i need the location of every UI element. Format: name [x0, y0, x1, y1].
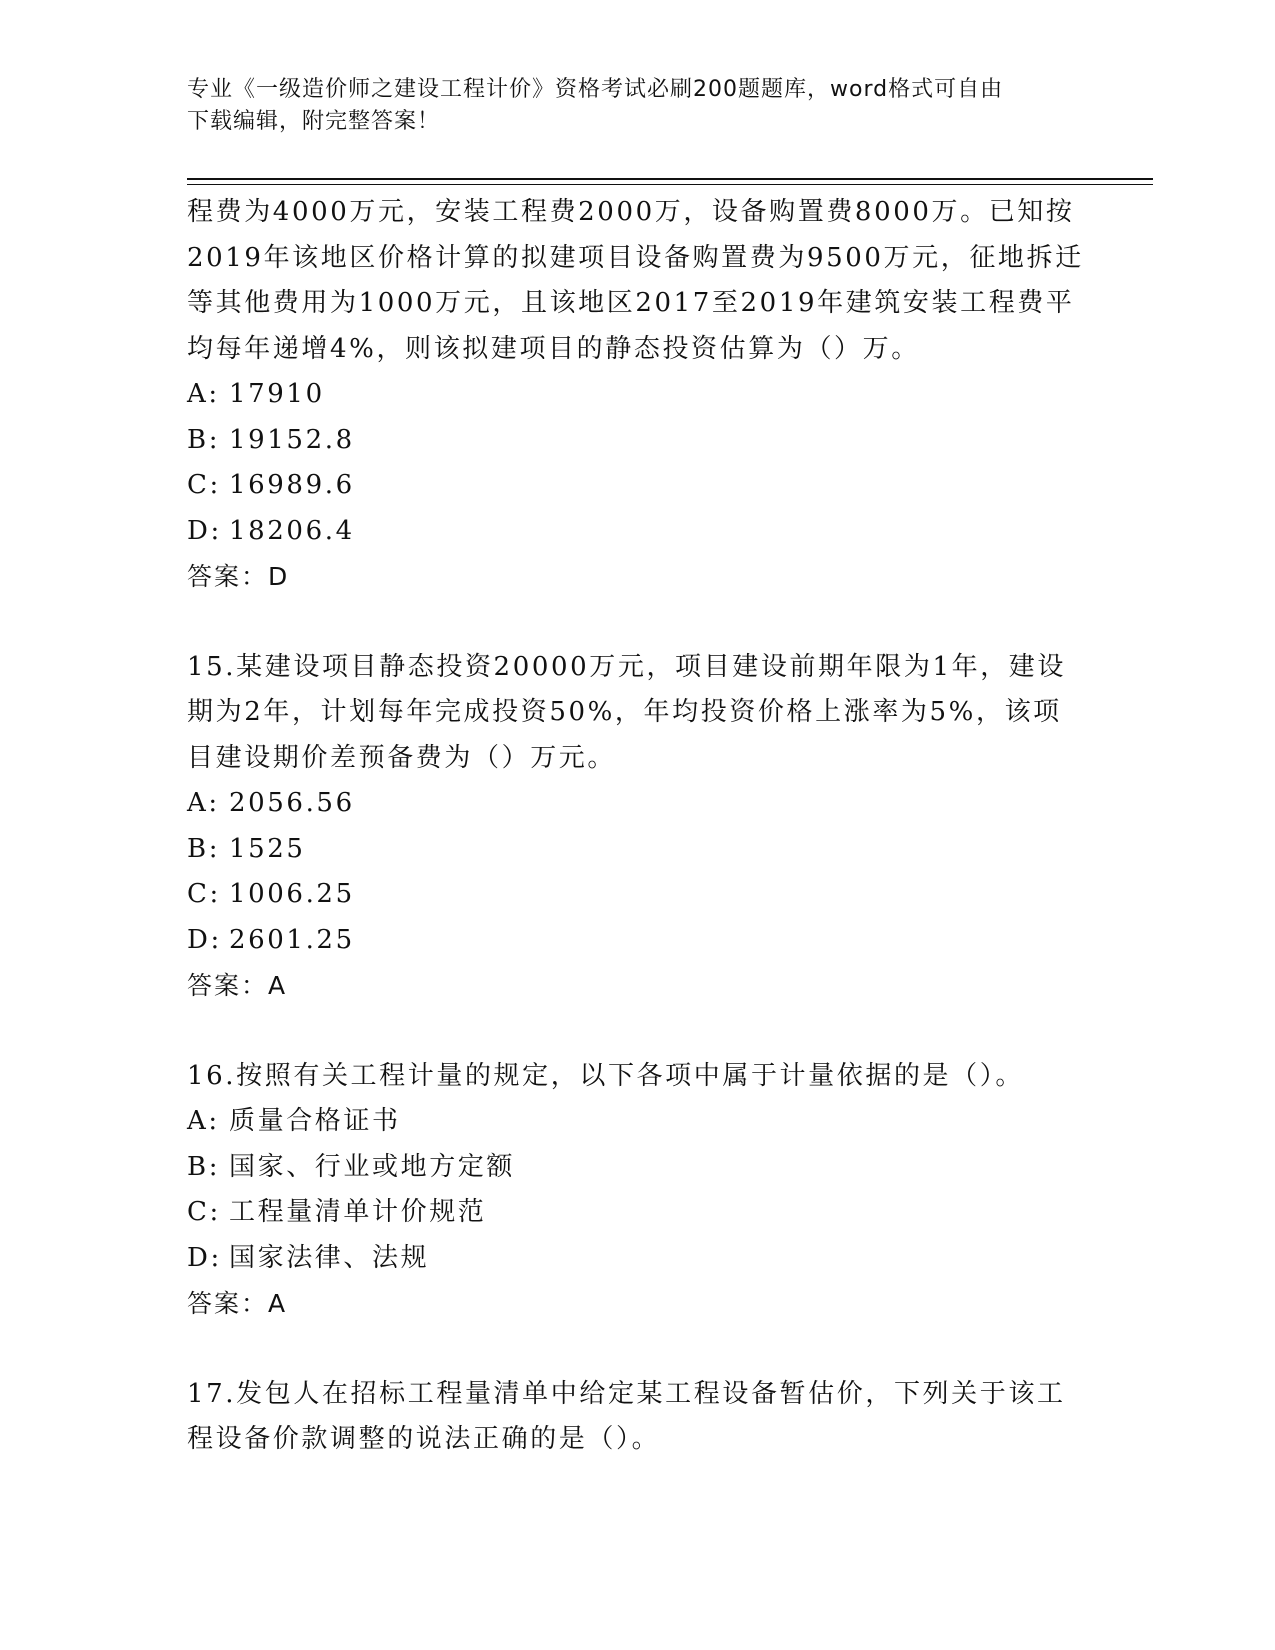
- option-key: B:: [187, 833, 221, 864]
- header-title-line-1: 专业《一级造价师之建设工程计价》资格考试必刷200题题库，word格式可自由: [187, 77, 1004, 102]
- answer: 答案：A: [187, 1289, 288, 1318]
- question-text-line: 目建设期价差预备费为（）万元。: [187, 742, 617, 773]
- question-text-line: 15.某建设项目静态投资20000万元，项目建设前期年限为1年，建设: [187, 651, 1067, 682]
- answer: 答案：A: [187, 971, 288, 1000]
- spacer: [187, 600, 1087, 645]
- question-text-line: 均每年递增4%，则该拟建项目的静态投资估算为（）万。: [187, 333, 920, 364]
- question-text-line: 2019年该地区价格计算的拟建项目设备购置费为9500万元，征地拆迁: [187, 242, 1084, 273]
- question-text-line: 16.按照有关工程计量的规定，以下各项中属于计量依据的是（）。: [187, 1060, 1024, 1091]
- question-17: [187, 1372, 1087, 1463]
- option-text: 1525: [229, 833, 306, 864]
- option-d: [187, 1236, 1087, 1282]
- option-text: 国家、行业或地方定额: [229, 1151, 516, 1182]
- option-key: C:: [187, 879, 221, 909]
- question-text-line: 程设备价款调整的说法正确的是（）。: [187, 1424, 661, 1454]
- option-key: B:: [187, 1151, 221, 1182]
- option-text: 工程量清单计价规范: [229, 1197, 487, 1227]
- option-a: [187, 372, 1087, 418]
- question-14: [187, 190, 1087, 600]
- option-b: [187, 418, 1087, 464]
- option-d: [187, 509, 1087, 555]
- option-key: A:: [187, 788, 220, 818]
- spacer: [187, 1009, 1087, 1054]
- question-text-line: 17.发包人在招标工程量清单中给定某工程设备暂估价，下列关于该工: [187, 1378, 1066, 1409]
- option-text: 2056.56: [229, 788, 355, 818]
- option-a: [187, 781, 1087, 827]
- answer: 答案：D: [187, 562, 290, 591]
- option-text: 2601.25: [229, 924, 355, 955]
- option-text: 1006.25: [229, 879, 355, 909]
- option-text: 18206.4: [229, 515, 355, 546]
- option-text: 17910: [229, 379, 325, 409]
- option-key: A:: [187, 1106, 220, 1136]
- question-text-line: 程费为4000万元，安装工程费2000万，设备购置费8000万。已知按: [187, 197, 1075, 227]
- option-text: 国家法律、法规: [229, 1242, 430, 1273]
- option-d: [187, 918, 1087, 964]
- option-a: [187, 1099, 1087, 1145]
- document-header: [187, 74, 1067, 138]
- question-15: [187, 645, 1087, 1009]
- option-b: [187, 1145, 1087, 1191]
- option-key: C:: [187, 1197, 221, 1227]
- option-text: 16989.6: [229, 470, 355, 500]
- question-16: [187, 1054, 1087, 1327]
- option-key: B:: [187, 424, 221, 455]
- option-key: A:: [187, 379, 220, 409]
- option-c: [187, 872, 1087, 918]
- question-text-line: 期为2年，计划每年完成投资50%，年均投资价格上涨率为5%，该项: [187, 697, 1062, 727]
- option-key: D:: [187, 1242, 222, 1273]
- option-b: [187, 827, 1087, 873]
- option-c: [187, 463, 1087, 509]
- option-key: D:: [187, 515, 222, 546]
- spacer: [187, 1327, 1087, 1372]
- question-list: [187, 190, 1087, 1463]
- option-key: C:: [187, 470, 221, 500]
- option-c: [187, 1190, 1087, 1236]
- option-text: 质量合格证书: [229, 1106, 401, 1136]
- header-title-line-2: 下载编辑，附完整答案！: [187, 109, 441, 134]
- header-divider: [187, 178, 1153, 185]
- option-text: 19152.8: [229, 424, 355, 455]
- question-text-line: 等其他费用为1000万元，且该地区2017至2019年建筑安装工程费平: [187, 288, 1075, 318]
- option-key: D:: [187, 924, 222, 955]
